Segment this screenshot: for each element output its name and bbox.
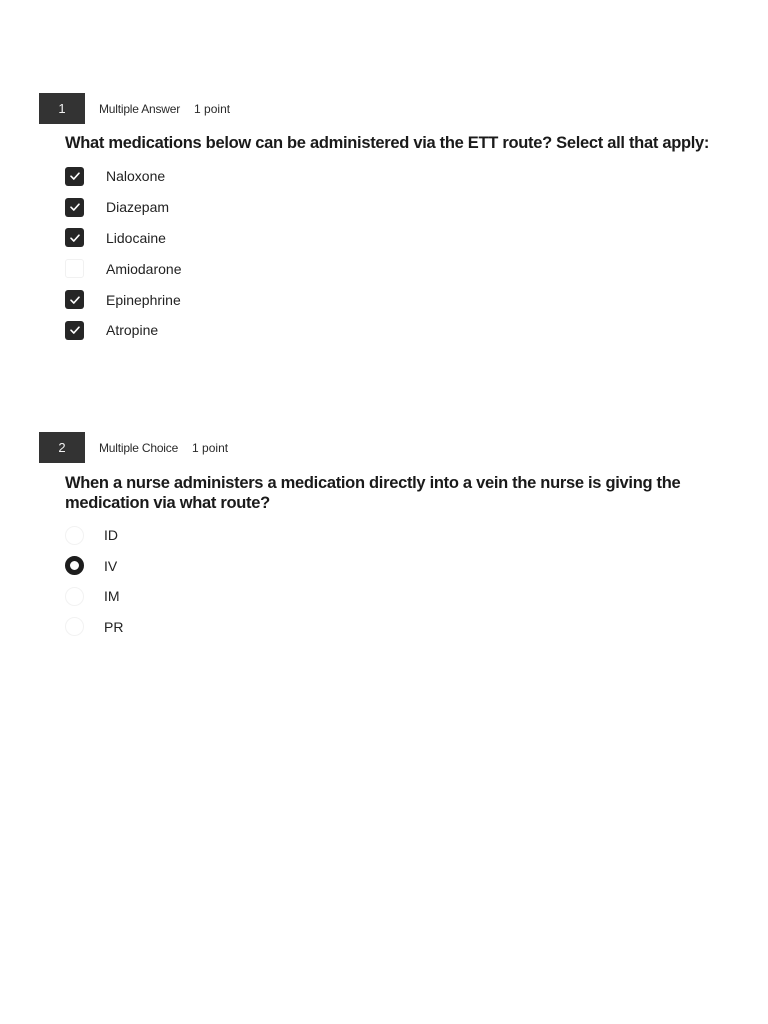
checkbox-checked[interactable] bbox=[65, 290, 84, 309]
option-label: IV bbox=[104, 557, 118, 574]
checkmark-icon bbox=[69, 324, 81, 336]
checkbox-unchecked[interactable] bbox=[65, 259, 84, 278]
option-label: Amiodarone bbox=[106, 260, 182, 277]
question-number-badge: 1 bbox=[39, 93, 85, 124]
checkbox-checked[interactable] bbox=[65, 228, 84, 247]
option-label: Atropine bbox=[106, 322, 159, 339]
checkmark-icon bbox=[69, 201, 81, 213]
question-type: Multiple Choice bbox=[99, 440, 179, 455]
radio-unselected[interactable] bbox=[65, 526, 84, 545]
question-points: 1 point bbox=[192, 440, 229, 455]
question-text: When a nurse administers a medication directly into a vein the nurse is giving the medication via what route? bbox=[65, 474, 681, 512]
option-amiodarone[interactable] bbox=[65, 253, 768, 284]
question-text: What medications below can be administered via the ETT route? Select all that apply: bbox=[65, 134, 710, 152]
option-label: Epinephrine bbox=[106, 291, 181, 308]
question-number-badge: 2 bbox=[39, 432, 85, 463]
question-2 bbox=[0, 432, 768, 642]
option-pr[interactable] bbox=[65, 612, 768, 643]
checkbox-checked[interactable] bbox=[65, 167, 84, 186]
option-label: Lidocaine bbox=[106, 229, 166, 246]
option-iv[interactable] bbox=[65, 551, 768, 582]
question-type: Multiple Answer bbox=[99, 101, 181, 116]
checkbox-checked[interactable] bbox=[65, 198, 84, 217]
option-label: ID bbox=[104, 527, 118, 544]
radio-selected[interactable] bbox=[65, 556, 84, 575]
checkbox-checked[interactable] bbox=[65, 321, 84, 340]
checkmark-icon bbox=[69, 232, 81, 244]
question-points: 1 point bbox=[194, 101, 231, 116]
checkmark-icon bbox=[69, 170, 81, 182]
option-label: Diazepam bbox=[106, 199, 170, 216]
option-epinephrine[interactable] bbox=[65, 284, 768, 315]
question-1 bbox=[0, 93, 768, 346]
option-id[interactable] bbox=[65, 520, 768, 551]
option-naloxone[interactable] bbox=[65, 161, 768, 192]
option-diazepam[interactable] bbox=[65, 192, 768, 223]
question-header bbox=[0, 93, 768, 124]
option-label: PR bbox=[104, 618, 124, 635]
option-lidocaine[interactable] bbox=[65, 223, 768, 254]
question-header bbox=[0, 432, 768, 463]
answer-options bbox=[0, 161, 768, 346]
radio-unselected[interactable] bbox=[65, 617, 84, 636]
radio-unselected[interactable] bbox=[65, 587, 84, 606]
option-atropine[interactable] bbox=[65, 315, 768, 346]
checkmark-icon bbox=[69, 294, 81, 306]
option-im[interactable] bbox=[65, 581, 768, 612]
answer-options bbox=[0, 520, 768, 642]
option-label: Naloxone bbox=[106, 168, 166, 185]
option-label: IM bbox=[104, 588, 120, 605]
